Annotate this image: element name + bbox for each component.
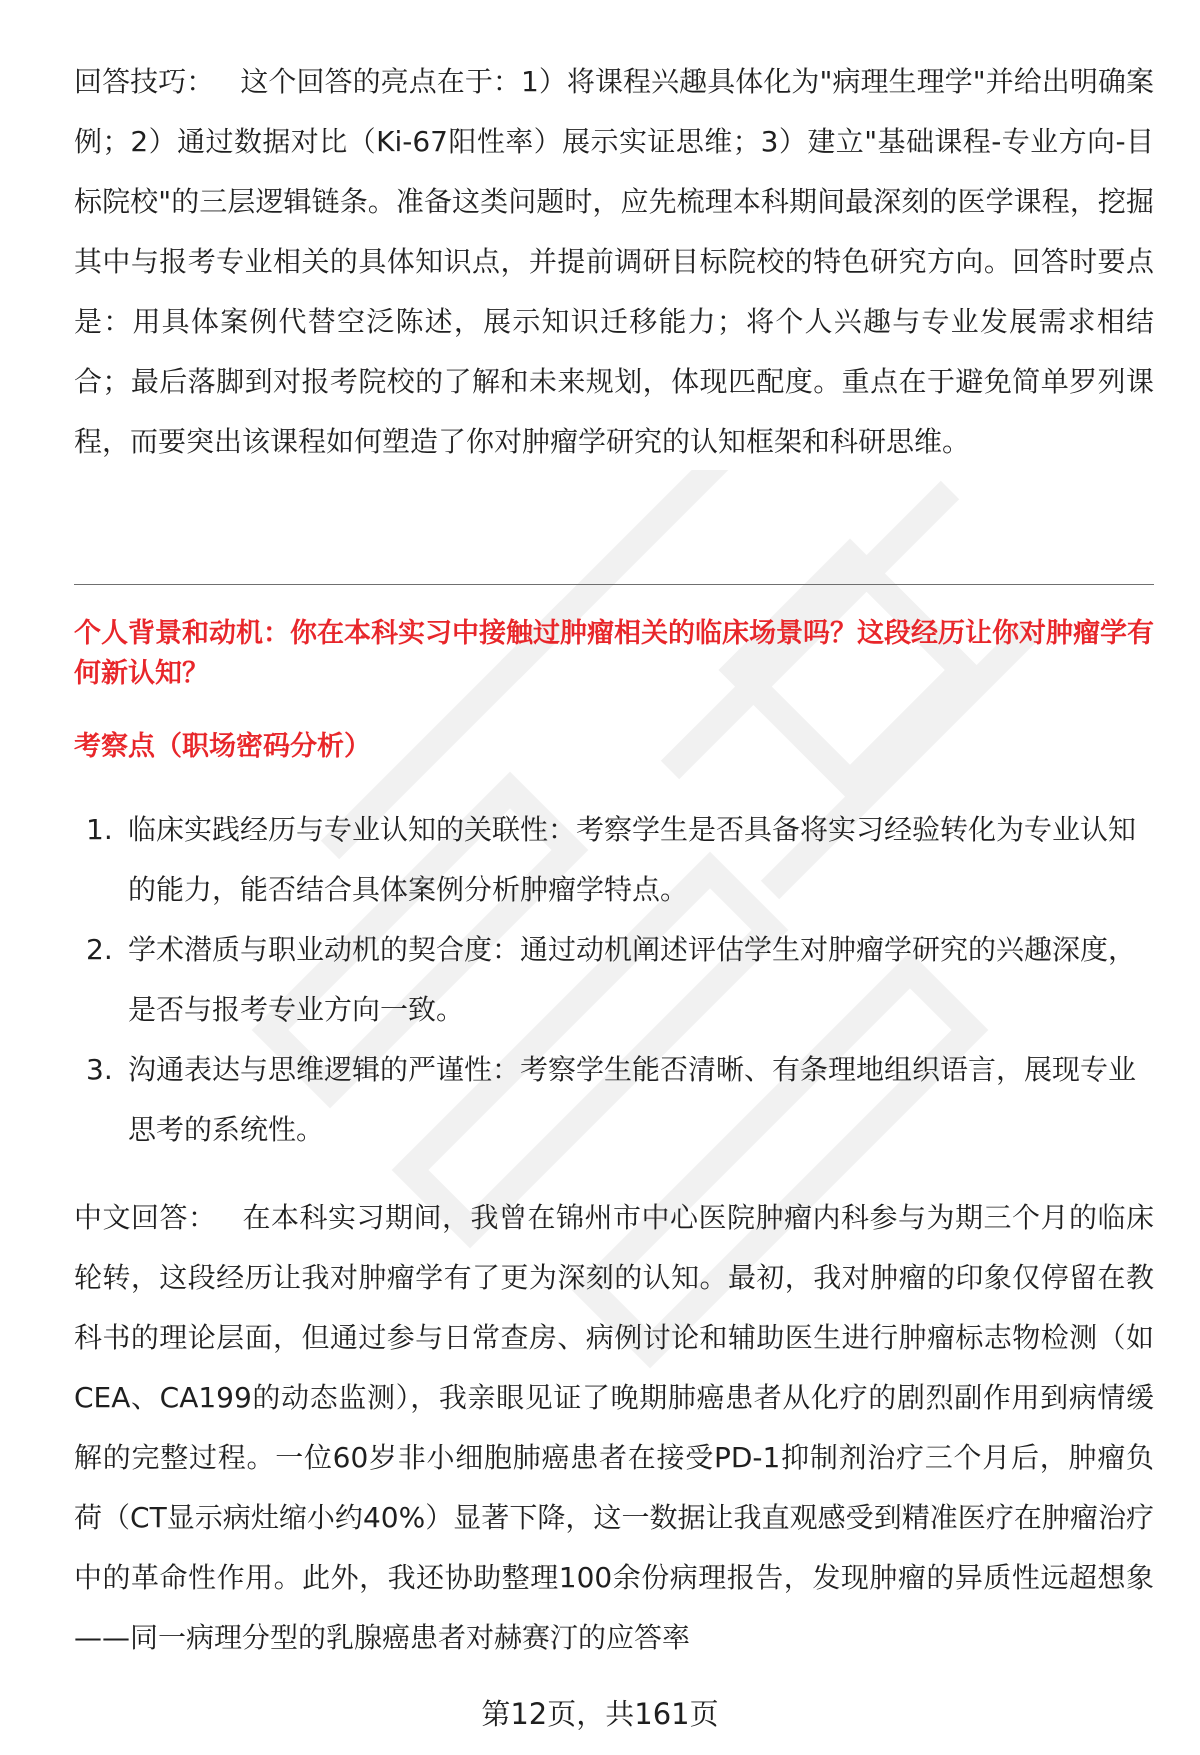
page-number-footer: 第12页，共161页	[481, 1697, 719, 1731]
answer-tips-text: 这个回答的亮点在于：1）将课程兴趣具体化为"病理生理学"并给出明确案例；2）通过数据对比（Ki-67阳性率）展示实证思维；3）建立"基础课程-专业方向-目标院校"的三层逻辑链条。准备这类问题时，应先梳理本科期间最深刻的医学课程，挖掘其中与报考专业相关的具体知识点，并提前调研目标院校的特色研究方向。回答时要点是：用具体案例代替空泛陈述，展示知识迁移能力；将个人兴趣与专业发展需求相结合；最后落脚到对报考院校的了解和未来规划，体现匹配度。重点在于避免简单罗列课程，而要突出该课程如何塑造了你对肿瘤学研究的认知框架和科研思维。	[74, 65, 1154, 458]
list-item-number: 3.	[86, 1053, 113, 1086]
list-item-text: 沟通表达与思维逻辑的严谨性：考察学生能否清晰、有条理地组织语言，展现专业思考的系统性。	[128, 1053, 1137, 1146]
answer-tips-label: 回答技巧：	[74, 65, 215, 98]
list-item-number: 2.	[86, 933, 113, 966]
assessment-list	[74, 800, 1154, 1160]
list-item-text: 学术潜质与职业动机的契合度：通过动机阐述评估学生对肿瘤学研究的兴趣深度，是否与报考专业方向一致。	[128, 933, 1137, 1026]
chinese-answer-text: 在本科实习期间，我曾在锦州市中心医院肿瘤内科参与为期三个月的临床轮转，这段经历让我对肿瘤学有了更为深刻的认知。最初，我对肿瘤的印象仅停留在教科书的理论层面，但通过参与日常查房、病例讨论和辅助医生进行肿瘤标志物检测（如CEA、CA199的动态监测），我亲眼见证了晚期肺癌患者从化疗的剧烈副作用到病情缓解的完整过程。一位60岁非小细胞肺癌患者在接受PD-1抑制剂治疗三个月后，肿瘤负荷（CT显示病灶缩小约40%）显著下降，这一数据让我直观感受到精准医疗在肿瘤治疗中的革命性作用。此外，我还协助整理100余份病理报告，发现肿瘤的异质性远超想象——同一病理分型的乳腺癌患者对赫赛汀的应答率	[74, 1201, 1154, 1654]
assessment-heading: 考察点（职场密码分析）	[74, 731, 371, 762]
list-item	[74, 920, 1154, 1040]
chinese-answer-label: 中文回答：	[74, 1201, 217, 1234]
section-divider	[74, 584, 1154, 585]
list-item-text: 临床实践经历与专业认知的关联性：考察学生是否具备将实习经验转化为专业认知的能力，能否结合具体案例分析肿瘤学特点。	[128, 813, 1137, 906]
chinese-answer-paragraph	[74, 1188, 1154, 1668]
question-heading: 个人背景和动机：你在本科实习中接触过肿瘤相关的临床场景吗？这段经历让你对肿瘤学有何新认知？	[74, 618, 1154, 689]
list-item-number: 1.	[86, 813, 113, 846]
answer-tips-paragraph	[74, 52, 1154, 472]
list-item	[74, 1040, 1154, 1160]
list-item	[74, 800, 1154, 920]
